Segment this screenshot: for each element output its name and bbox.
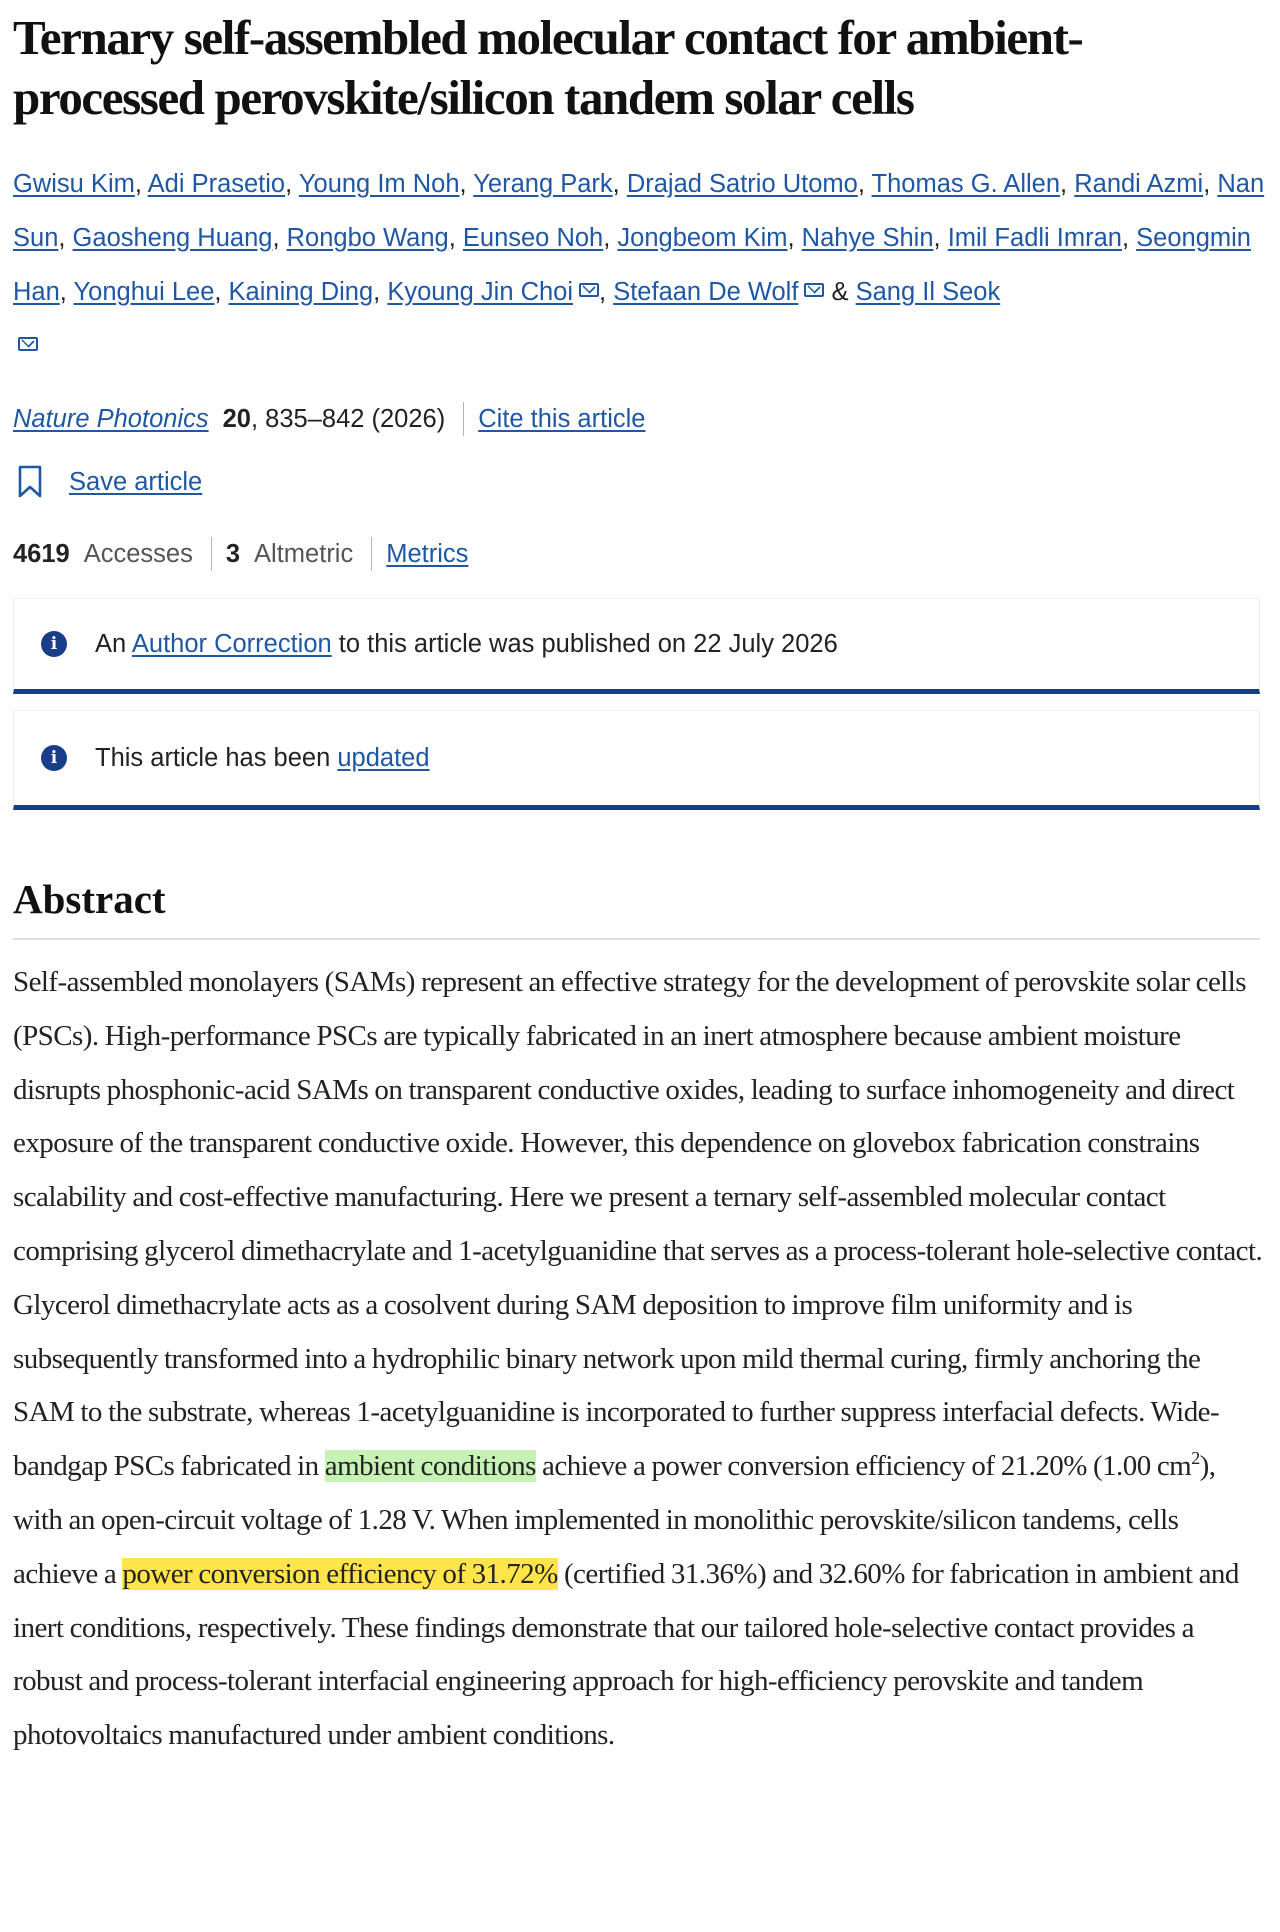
accesses-label: Accesses xyxy=(83,540,193,568)
author-separator: , xyxy=(599,278,614,306)
author-separator: , xyxy=(59,278,74,306)
author-link[interactable]: Nan Sun xyxy=(13,170,1265,252)
author-separator: , xyxy=(58,224,73,252)
author-link[interactable]: Yonghui Lee xyxy=(73,278,215,306)
divider xyxy=(371,537,372,571)
author-link[interactable]: Imil Fadli Imran xyxy=(947,224,1122,252)
highlight-pce: power conversion efficiency of 31.72% xyxy=(122,1557,558,1590)
volume-number: 20 xyxy=(222,405,251,433)
journal-link[interactable]: Nature Photonics xyxy=(13,405,209,433)
author-link[interactable]: Drajad Satrio Utomo xyxy=(626,170,858,198)
save-article-button[interactable] xyxy=(13,462,202,502)
author-correction-notice xyxy=(13,598,1260,694)
author-correction-link[interactable]: Author Correction xyxy=(131,629,332,658)
citation-line xyxy=(13,399,645,439)
abstract-segment: ), with an open-circuit voltage of 1.28 V. When implemented in monolithic perovskite/silicon tandems, cells achieve a xyxy=(13,1450,1216,1590)
notice-text xyxy=(95,744,430,773)
author-separator: , xyxy=(857,170,872,198)
author-link[interactable]: Adi Prasetio xyxy=(147,170,286,198)
metrics-link[interactable]: Metrics xyxy=(386,540,469,568)
email-icon[interactable] xyxy=(804,283,824,297)
author-separator: , xyxy=(134,170,148,198)
info-icon: i xyxy=(41,631,67,657)
cite-article-link[interactable]: Cite this article xyxy=(478,405,646,433)
accesses-count: 4619 xyxy=(13,540,70,568)
pages-year: , 835–842 (2026) xyxy=(250,405,446,433)
abstract-segment: Self-assembled monolayers (SAMs) represent an effective strategy for the development of perovskite solar cells (PSCs). High-performance PSCs are typically fabricated in an inert atmosphere because ambient moisture disrupts phosphonic-acid SAMs on transparent conductive oxides, leading to surface inhomogeneity and direct exposure of the transparent conductive oxide. However, this dependence on glovebox fabrication constrains scalability and cost-effective manufacturing. Here we present a ternary self-assembled molecular contact comprising glycerol dimethacrylate and 1-acetylguanidine that serves as a process-tolerant hole-selective contact. Glycerol dimethacrylate acts as a cosolvent during SAM deposition to improve film uniformity and is subsequently transformed into a hydrophilic binary network upon mild thermal curing, firmly anchoring the SAM to the substrate, whereas 1-acetylguanidine is incorporated to further suppress interfacial defects. Wide-bandgap PSCs fabricated in xyxy=(13,966,1263,1483)
author-separator: , xyxy=(787,224,802,252)
notice-text xyxy=(95,630,838,659)
notice-prefix: An xyxy=(95,629,132,658)
author-link[interactable]: Kyoung Jin Choi xyxy=(387,278,574,306)
author-link[interactable]: Young Im Noh xyxy=(298,170,460,198)
author-link[interactable]: Sang Il Seok xyxy=(855,278,1001,306)
author-separator: , xyxy=(285,170,299,198)
author-separator: , xyxy=(448,224,463,252)
divider xyxy=(463,402,464,436)
author-link[interactable]: Thomas G. Allen xyxy=(871,170,1061,198)
article-metrics xyxy=(13,534,468,574)
notice-suffix: to this article was published on 22 July 2026 xyxy=(331,629,838,658)
abstract-text xyxy=(13,956,1263,1763)
author-separator: , xyxy=(1203,170,1218,198)
author-link[interactable]: Yerang Park xyxy=(473,170,613,198)
section-divider xyxy=(13,938,1260,940)
superscript: 2 xyxy=(1191,1448,1200,1469)
article-updated-notice xyxy=(13,710,1260,810)
author-link[interactable]: Eunseo Noh xyxy=(462,224,604,252)
info-icon: i xyxy=(41,745,67,771)
author-list xyxy=(13,157,1273,373)
article-title: Ternary self-assembled molecular contact for ambient-processed perovskite/silicon tandem solar cells xyxy=(13,10,1083,125)
author-separator: , xyxy=(373,278,388,306)
author-separator: & xyxy=(824,278,856,306)
abstract-segment: achieve a power conversion efficiency of 21.20% (1.00 cm xyxy=(535,1450,1192,1483)
author-link[interactable]: Rongbo Wang xyxy=(286,224,449,252)
author-separator: , xyxy=(603,224,618,252)
author-link[interactable]: Jongbeom Kim xyxy=(617,224,788,252)
author-separator: , xyxy=(214,278,229,306)
divider xyxy=(211,537,212,571)
author-link[interactable]: Kaining Ding xyxy=(228,278,374,306)
author-separator: , xyxy=(1121,224,1137,252)
save-article-label[interactable]: Save article xyxy=(69,468,203,496)
author-link[interactable]: Seongmin Han xyxy=(13,224,1251,306)
abstract-heading: Abstract xyxy=(13,876,166,922)
author-link[interactable]: Randi Azmi xyxy=(1074,170,1204,198)
highlight-ambient-conditions: ambient conditions xyxy=(324,1450,536,1483)
author-separator: , xyxy=(933,224,948,252)
author-link[interactable]: Gaosheng Huang xyxy=(72,224,273,252)
email-icon[interactable] xyxy=(18,337,38,351)
author-separator: , xyxy=(459,170,474,198)
bookmark-icon xyxy=(17,465,43,499)
author-link[interactable]: Nahye Shin xyxy=(801,224,934,252)
altmetric-count: 3 xyxy=(225,540,241,568)
author-link[interactable]: Stefaan De Wolf xyxy=(613,278,799,306)
author-separator: , xyxy=(612,170,627,198)
abstract-segment: (certified 31.36%) and 32.60% for fabrication in ambient and inert conditions, respectively. These findings demonstrate that our tailored hole-selective contact provides a robust and process-tolerant interfacial engineering approach for high-efficiency perovskite and tandem photovoltaics manufactured under ambient conditions. xyxy=(13,1557,1239,1752)
notice-prefix: This article has been xyxy=(95,743,338,772)
email-icon[interactable] xyxy=(579,283,599,297)
altmetric-label: Altmetric xyxy=(254,540,354,568)
author-separator: , xyxy=(272,224,287,252)
author-separator: , xyxy=(1060,170,1075,198)
updated-link[interactable]: updated xyxy=(337,743,430,772)
author-link[interactable]: Gwisu Kim xyxy=(13,170,135,198)
